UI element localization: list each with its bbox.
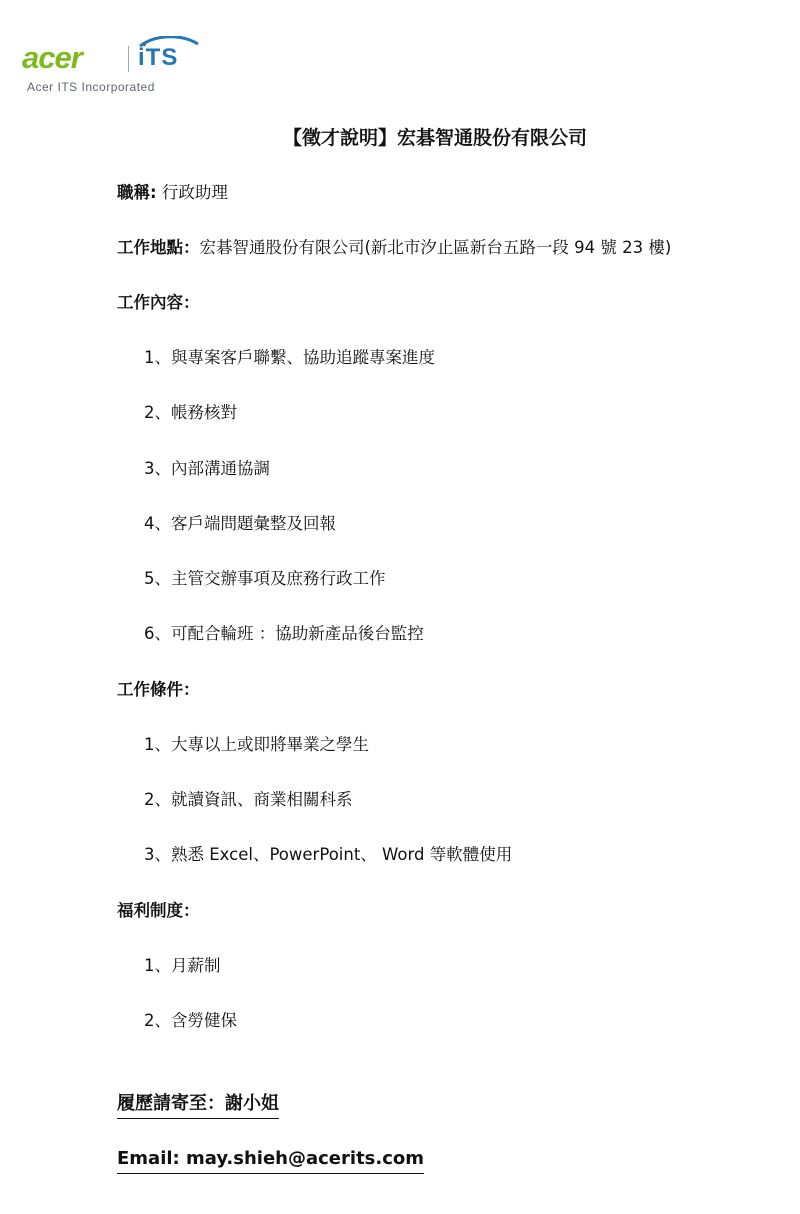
job-title-label: 職稱: [117, 183, 157, 202]
benefit-item: 2、含勞健保 [144, 1011, 237, 1030]
duty-item: 1、與專案客戶聯繫、協助追蹤專案進度 [144, 348, 435, 367]
its-logo [138, 36, 200, 78]
duty-item: 4、客戶端問題彙整及回報 [144, 514, 336, 533]
email-link[interactable]: Email: may.shieh@acerits.com [117, 1146, 424, 1174]
duty-item: 2、帳務核對 [144, 403, 237, 422]
location-label: 工作地點： [117, 238, 200, 257]
location-value: 宏碁智通股份有限公司(新北市汐止區新台五路一段 94 號 23 樓) [199, 238, 672, 257]
its-logo-text: iTS [138, 44, 179, 71]
logo-divider [128, 46, 129, 72]
location-line [117, 236, 671, 260]
benefit-item: 1、月薪制 [144, 956, 221, 975]
resume-contact: 履歷請寄至：謝小姐 [117, 1091, 279, 1119]
benefits-heading: 福利制度： [117, 901, 200, 920]
acer-logo-text: acer [22, 40, 82, 75]
requirement-item: 2、就讀資訊、商業相關科系 [144, 790, 353, 809]
duties-heading: 工作內容： [117, 293, 200, 312]
duty-item: 3、內部溝通協調 [144, 459, 270, 478]
job-title-value: 行政助理 [161, 183, 228, 202]
logo-caption: Acer ITS Incorporated [27, 80, 155, 94]
job-title-line [117, 181, 228, 205]
requirements-heading: 工作條件： [117, 680, 200, 699]
requirement-item: 1、大專以上或即將畢業之學生 [144, 735, 369, 754]
page-title: 【徵才說明】宏碁智通股份有限公司 [282, 127, 587, 149]
requirement-item: 3、熟悉 Excel、PowerPoint、 Word 等軟體使用 [144, 845, 513, 864]
company-logo [22, 36, 192, 100]
duty-item: 5、主管交辦事項及庶務行政工作 [144, 569, 386, 588]
duty-item: 6、可配合輪班 ：協助新產品後台監控 [144, 624, 424, 643]
